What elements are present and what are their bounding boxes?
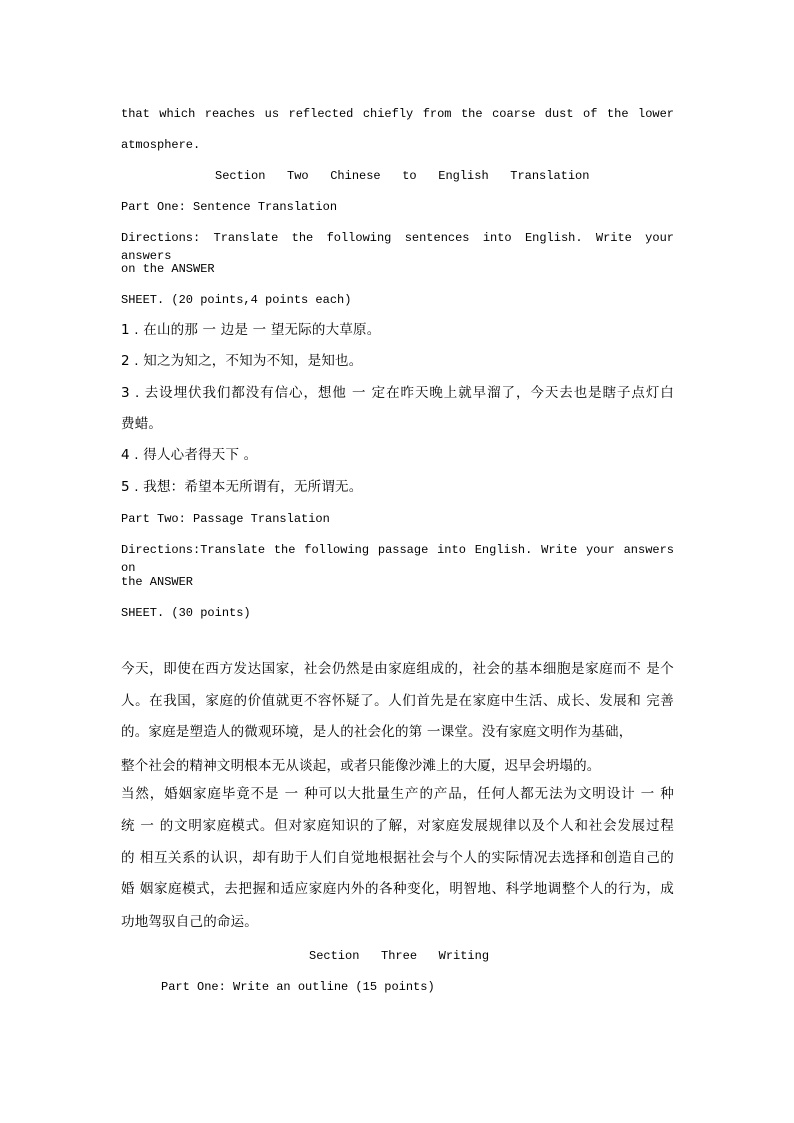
part-one-heading: Part One: Sentence Translation: [121, 200, 338, 214]
passage-line: 的。家庭是塑造人的微观环境，是人的社会化的第 一课堂。没有家庭文明作为基础，: [121, 724, 633, 740]
section-two-title: Section Two Chinese to English Translation: [215, 169, 590, 183]
directions-text: Directions:Translate the following passage into English. Write your answers on: [121, 543, 674, 575]
section-three-title: Section Three Writing: [309, 949, 490, 963]
directions-text: SHEET. (30 points): [121, 606, 251, 620]
passage-line: 统 一 的文明家庭模式。但对家庭知识的了解，对家庭发展规律以及个人和社会发展过程: [121, 818, 674, 834]
directions-text: on the ANSWER: [121, 262, 215, 276]
sentence-item: 3 . 去设埋伏我们都没有信心，想他 一 定在昨天晚上就早溜了，今天去也是瞎子点灯白: [121, 385, 674, 401]
sentence-item: 4 . 得人心者得天下 。: [121, 447, 258, 463]
passage-line: 人。在我国，家庭的价值就更不容怀疑了。人们首先是在家庭中生活、成长、发展和 完善: [121, 693, 674, 709]
passage-line: 当然，婚姻家庭毕竟不是 一 种可以大批量生产的产品，任何人都无法为文明设计 一 种: [121, 786, 674, 802]
passage-line: 的 相互关系的认识，却有助于人们自觉地根据社会与个人的实际情况去选择和创造自己的: [121, 850, 674, 866]
sentence-item: 2 . 知之为知之，不知为不知，是知也。: [121, 353, 363, 369]
passage-line: 功地驾驭自己的命运。: [121, 914, 258, 930]
body-text-line: that which reaches us reflected chiefly from the coarse dust of the lower: [121, 107, 674, 121]
passage-line: 今天，即使在西方发达国家，社会仍然是由家庭组成的，社会的基本细胞是家庭而不 是个: [121, 661, 674, 677]
sentence-item: 5 . 我想：希望本无所谓有，无所谓无。: [121, 479, 363, 495]
directions-text: SHEET. (20 points,4 points each): [121, 293, 352, 307]
passage-line: 整个社会的精神文明根本无从谈起，或者只能像沙滩上的大厦，迟早会坍塌的。: [121, 758, 601, 774]
directions-text: Directions: Translate the following sentences into English. Write your answers: [121, 231, 674, 263]
directions-text: the ANSWER: [121, 575, 194, 589]
part-two-heading: Part Two: Passage Translation: [121, 512, 330, 526]
sentence-item-continued: 费蜡。: [121, 416, 163, 432]
section-three-part-one: Part One: Write an outline (15 points): [161, 980, 435, 994]
passage-line: 婚 姻家庭模式，去把握和适应家庭内外的各种变化，明智地、科学地调整个人的行为，成: [121, 881, 674, 897]
body-text-line: atmosphere.: [121, 138, 201, 152]
sentence-item: 1 . 在山的那 一 边是 一 望无际的大草原。: [121, 322, 381, 338]
